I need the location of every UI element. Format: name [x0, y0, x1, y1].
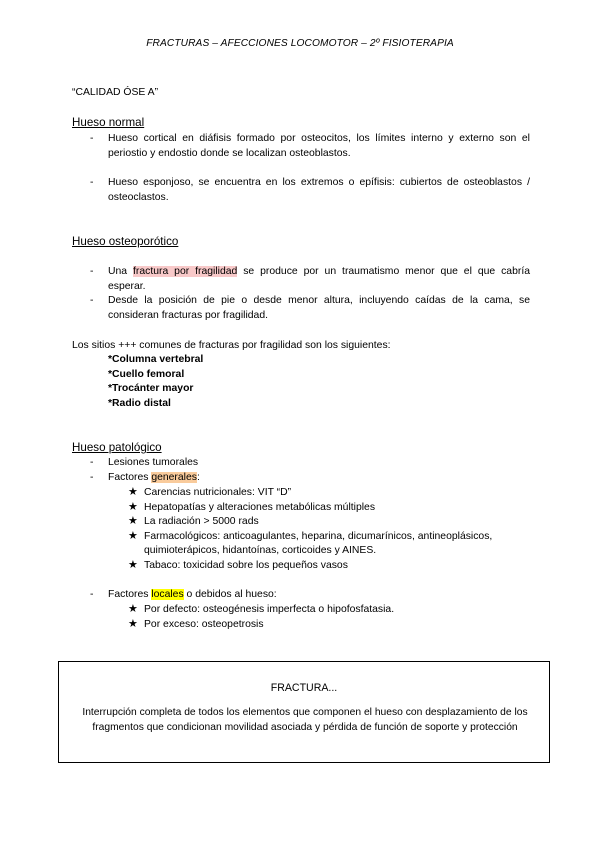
- item-suffix: se produce por un traumatismo menor que el que cabría esperar.: [108, 266, 530, 292]
- factores-generales-list: [128, 486, 528, 573]
- site-columna-vertebral: *Columna vertebral: [108, 354, 204, 365]
- list-item: - Lesiones tumorales: [90, 456, 530, 471]
- page-header: FRACTURAS – AFECCIONES LOCOMOTOR – 2º FISIOTERAPIA: [146, 38, 454, 49]
- sites-intro: Los sitios +++ comunes de fracturas por fragilidad son los siguientes:: [72, 340, 391, 351]
- factores-locales-items: [128, 603, 528, 632]
- item-prefix: Factores: [108, 471, 152, 483]
- highlight-fractura-fragilidad: fractura por fragilidad: [133, 266, 238, 277]
- calidad-osea-heading: “CALIDAD ÓSE A”: [72, 87, 159, 98]
- fractura-definition-box: [58, 661, 550, 763]
- fractura-title: FRACTURA...: [270, 682, 338, 694]
- list-item: [90, 588, 530, 603]
- highlight-generales: generales: [151, 471, 197, 483]
- site-radio-distal: *Radio distal: [108, 398, 171, 409]
- fractura-definition: Interrupción completa de todos los elementos que componen el hueso con desplazamiento de los fragmentos que condicionan movilidad asociada y pérdida de función de soporte y protección: [82, 707, 528, 733]
- list-item: [90, 265, 530, 294]
- item-prefix: Factores: [108, 589, 152, 600]
- list-item: ★ Por exceso: osteopetrosis: [128, 618, 528, 633]
- hueso-osteoporotico-title: Hueso osteoporótico: [72, 235, 179, 248]
- list-item: ★ Hepatopatías y alteraciones metabólicas múltiples: [128, 501, 528, 516]
- list-item: ★ Por defecto: osteogénesis imperfecta o hipofosfatasia.: [128, 603, 528, 618]
- hueso-normal-list: [90, 132, 530, 161]
- item-suffix: o debidos al hueso:: [183, 589, 277, 600]
- list-item: - Desde la posición de pie o desde menor altura, incluyendo caídas de la cama, se consideran fracturas por fragilidad.: [90, 294, 530, 323]
- highlight-locales: locales: [151, 589, 184, 600]
- item-prefix: Una: [108, 266, 133, 277]
- hueso-osteoporotico-list: [90, 265, 530, 323]
- list-item: ★ La radiación > 5000 rads: [128, 515, 528, 530]
- list-item: [90, 471, 530, 486]
- list-item: ★ Farmacológicos: anticoagulantes, heparina, dicumarínicos, antineoplásicos, quimioterápicos, hidantoínas, corticoides y AINES.: [128, 530, 528, 559]
- item-suffix: :: [196, 471, 200, 483]
- site-cuello-femoral: *Cuello femoral: [108, 369, 185, 380]
- list-item: ★ Carencias nutricionales: VIT “D”: [128, 486, 528, 501]
- hueso-patologico-list: [90, 456, 530, 485]
- hueso-patologico-title: Hueso patológico: [72, 441, 162, 454]
- list-item: - Hueso esponjoso, se encuentra en los extremos o epífisis: cubiertos de osteoblastos / osteoclastos.: [90, 176, 530, 205]
- list-item: ★ Tabaco: toxicidad sobre los pequeños vasos: [128, 559, 528, 574]
- list-item: - Hueso cortical en diáfisis formado por osteocitos, los límites interno y externo son el periostio y endostio donde se localizan osteoblastos.: [90, 132, 530, 161]
- hueso-normal-list-2: [90, 176, 530, 205]
- hueso-normal-title: Hueso normal: [72, 116, 145, 129]
- factores-locales-list: [90, 588, 530, 603]
- site-trocanter-mayor: *Trocánter mayor: [108, 383, 194, 394]
